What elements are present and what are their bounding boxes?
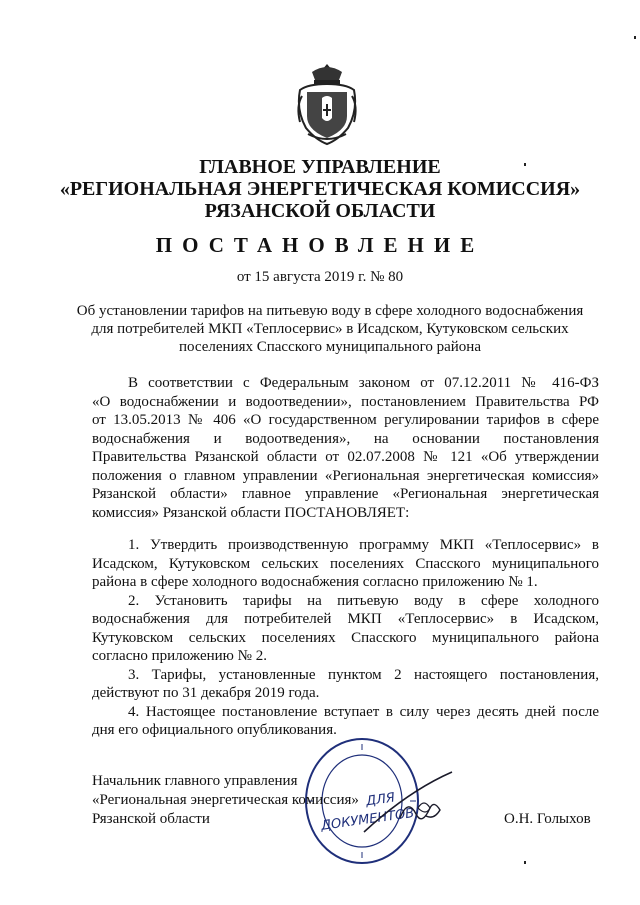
preamble-line: В соответствии с Федеральным законом от 07.12.2011 № 416-ФЗ <box>128 375 599 391</box>
resolution-item-2 <box>92 592 599 666</box>
signer-position-line: Начальник главного управления <box>92 773 298 789</box>
preamble-line: от 13.05.2013 № 406 «О государственном регулировании тарифов в сфере <box>92 412 599 428</box>
item-line: 4. Настоящее постановление вступает в силу через десять дней после <box>128 703 599 720</box>
item-line: 2. Установить тарифы на питьевую воду в сфере холодного <box>128 592 599 609</box>
authority-title-line2: «РЕГИОНАЛЬНАЯ ЭНЕРГЕТИЧЕСКАЯ КОМИССИЯ» <box>59 178 581 200</box>
preamble-paragraph <box>92 374 599 522</box>
scan-speck <box>634 36 636 39</box>
signer-position-line: «Региональная энергетическая комиссия» <box>92 792 359 808</box>
scan-speck <box>524 163 526 166</box>
authority-title-line1: ГЛАВНОЕ УПРАВЛЕНИЕ <box>199 156 441 178</box>
item-line: согласно приложению № 2. <box>92 648 267 664</box>
resolution-item-3 <box>92 666 599 703</box>
stamp-text: ДЛЯ <box>365 790 396 810</box>
item-line: водоснабжения для потребителей МКП «Теплосервис» в Исадском, <box>92 611 599 627</box>
subject-line: для потребителей МКП «Теплосервис» в Исадском, Кутуковском сельских <box>91 321 569 337</box>
signer-position <box>92 772 359 829</box>
subject-line: Об установлении тарифов на питьевую воду в сфере холодного водоснабжения <box>76 303 584 319</box>
preamble-line: комиссия» Рязанской области ПОСТАНОВЛЯЕТ: <box>92 504 410 521</box>
resolution-item-1 <box>92 536 599 592</box>
preamble-line: Правительства Рязанской области от 02.07.2008 № 121 «Об утверждении <box>92 449 599 465</box>
subject-line: поселениях Спасского муниципального района <box>179 339 481 355</box>
document-subject <box>60 302 600 356</box>
item-line: Кутуковском сельских поселениях Спасского муниципального района <box>92 629 599 646</box>
resolution-items <box>92 536 599 740</box>
preamble-line: водоснабжения и водоотведения», на основании постановления <box>92 430 599 447</box>
scan-speck <box>524 861 526 864</box>
preamble-line: положения о главном управлении «Региональная энергетическая комиссия» <box>92 467 599 484</box>
signer-name: О.Н. Голыхов <box>504 811 591 827</box>
document-date-number: от 15 августа 2019 г. № 80 <box>236 269 404 285</box>
item-line: 1. Утвердить производственную программу МКП «Теплосервис» в <box>128 537 599 553</box>
item-line: 3. Тарифы, установленные пунктом 2 настоящего постановления, <box>128 666 599 683</box>
authority-title-line3: РЯЗАНСКОЙ ОБЛАСТИ <box>204 200 436 222</box>
preamble-line: Рязанской области» главное управление «Региональная энергетическая <box>92 486 599 502</box>
signer-position-line: Рязанской области <box>92 811 210 827</box>
item-line: Исадском, Кутуковском сельских поселениях Спасского муниципального <box>92 555 599 572</box>
stamp-text: ДОКУМЕНТОВ <box>320 805 416 834</box>
item-line: дня его официального опубликования. <box>92 722 337 738</box>
item-line: действуют по 31 декабря 2019 года. <box>92 685 320 701</box>
coat-of-arms-emblem <box>294 62 360 146</box>
document-type-heading: ПОСТАНОВЛЕНИЕ <box>155 233 485 257</box>
preamble-line: «О водоснабжении и водоотведении», постановлением Правительства РФ <box>92 393 599 410</box>
handwritten-signature <box>360 768 460 838</box>
resolution-item-4 <box>92 703 599 740</box>
item-line: района в сфере холодного водоснабжения согласно приложению № 1. <box>92 574 538 590</box>
